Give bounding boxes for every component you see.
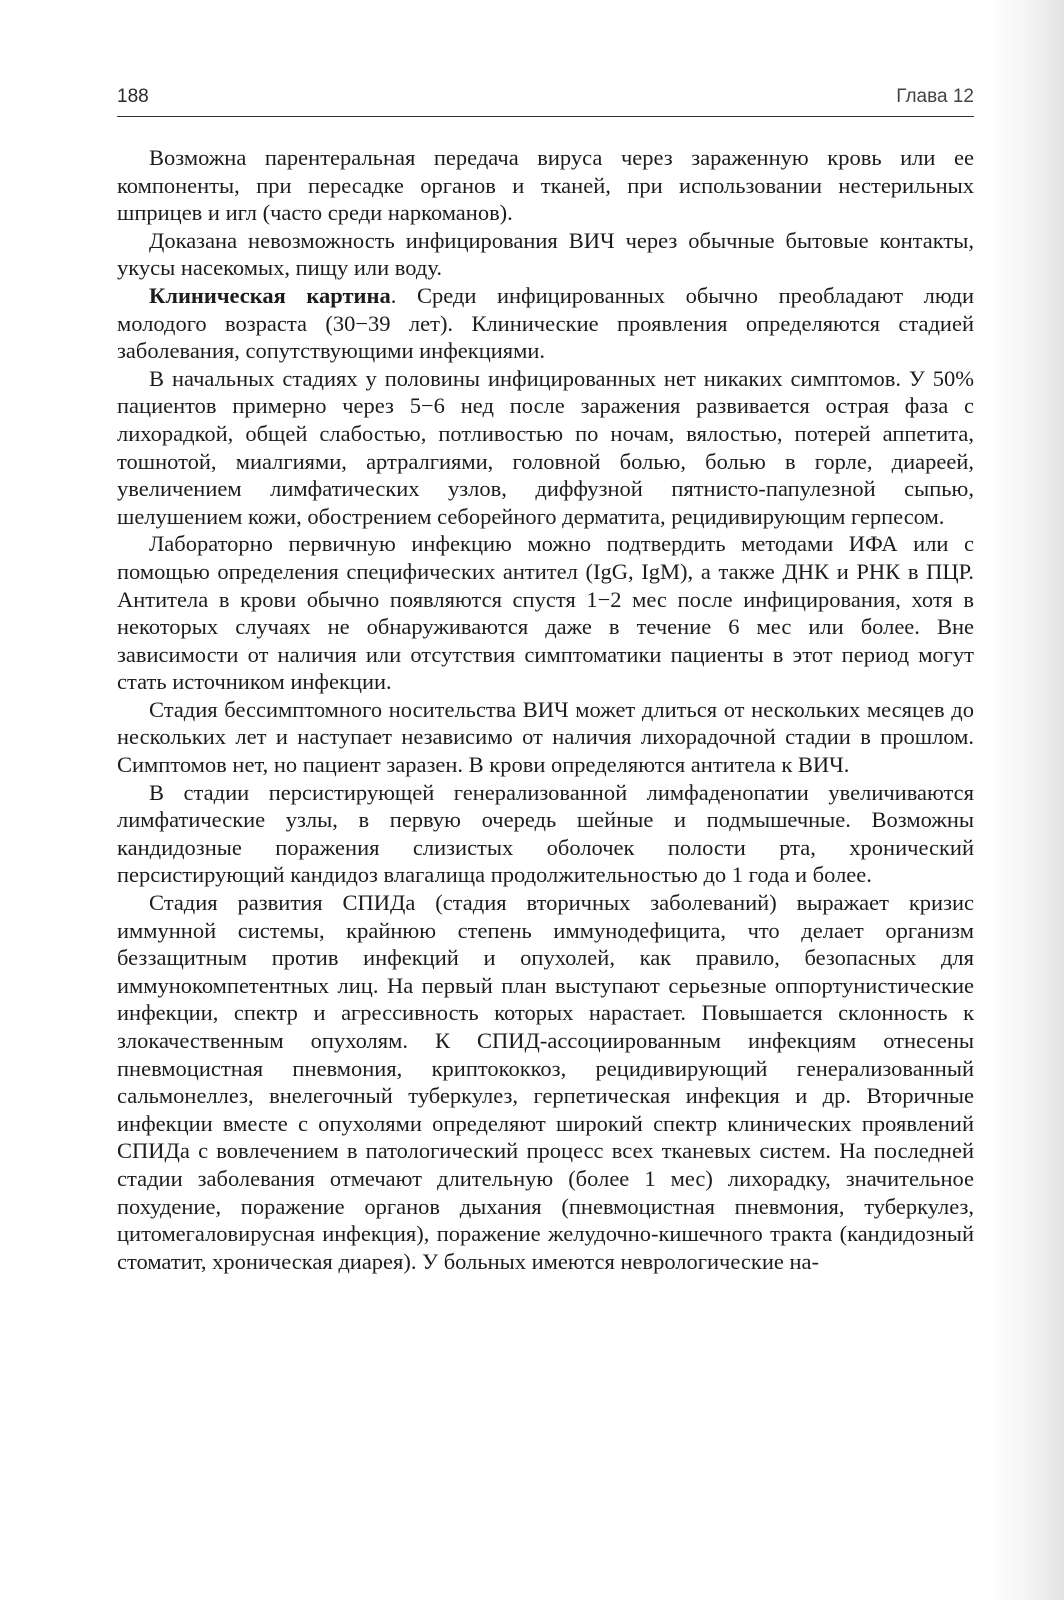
paragraph-text: . Среди инфицированных обычно преобладают люди молодого возраста (30−39 лет). Клинические проявления определяются стадией заболевания, сопутствующими инфекциями. [117, 282, 974, 364]
paragraph [117, 365, 974, 531]
paragraph-text: Лабораторно первичную инфекцию можно подтвердить методами ИФА или с помощью определения специфических антител (IgG, IgM), а также ДНК и РНК в ПЦР. Антитела в крови обычно появляются спустя 1−2 мес после инфицирования, хотя в некоторых случаях не обнаруживаются даже в течение 6 мес или более. Вне зависимости от наличия или отсутствия симптоматики пациенты в этот период могут стать источником инфекции. [117, 531, 974, 695]
page-number: 188 [117, 86, 149, 107]
chapter-title: Глава 12 [896, 86, 974, 107]
paragraph-text: В стадии персистирующей генерализованной лимфаденопатии увеличиваются лимфатические узлы, в первую очередь шейные и подмышечные. Возможны кандидозные поражения слизистых оболочек полости рта, хронический персистирующий кандидоз влагалища продолжительностью до 1 года и более. [117, 779, 974, 888]
run-in-heading: Клиническая картина [149, 282, 391, 308]
paragraph [117, 530, 974, 696]
paragraph [117, 227, 974, 282]
paragraph-text: Стадия развития СПИДа (стадия вторичных заболеваний) выражает кризис иммунной системы, крайнюю степень иммунодефицита, что делает организм беззащитным против инфекций и опухолей, как правило, безопасных для иммунокомпетентных лиц. На первый план выступают серьезные оппортунистические инфекции, спектр и агрессивность которых нарастает. Повышается склонность к злокачественным опухолям. К СПИД-ассоциированным инфекциям отнесены пневмоцистная пневмония, криптококкоз, рецидивирующий генерализованный сальмонеллез, внелегочный туберкулез, герпетическая инфекция и др. Вторичные инфекции вместе с опухолями определяют широкий спектр клинических проявлений СПИДа с вовлечением в патологический процесс всех тканевых систем. На последней стадии заболевания отмечают длительную (более 1 мес) лихорадку, значительное похудение, поражение органов дыхания (пневмоцистная пневмония, туберкулез, цитомегаловирусная инфекция), поражение желудочно-кишечного тракта (кандидозный стоматит, хроническая диарея). У больных имеются неврологические на- [117, 890, 974, 1274]
paragraph [117, 282, 974, 365]
paragraph [117, 889, 974, 1275]
paragraph-text: Доказана невозможность инфицирования ВИЧ через обычные бытовые контакты, укусы насекомых, пищу или воду. [117, 227, 974, 281]
paragraph [117, 779, 974, 889]
paragraph-text: В начальных стадиях у половины инфицированных нет никаких симптомов. У 50% пациентов примерно через 5−6 нед после заражения развивается острая фаза с лихорадкой, общей слабостью, потливостью по ночам, вялостью, потерей аппетита, тошнотой, миалгиями, артралгиями, головной болью, болью в горле, диареей, увеличением лимфатических узлов, диффузной пятнисто-папулезной сыпью, шелушением кожи, обострением себорейного дерматита, рецидивирующим герпесом. [117, 365, 974, 529]
paragraph [117, 696, 974, 779]
paragraph-text: Возможна парентеральная передача вируса через зараженную кровь или ее компоненты, при пересадке органов и тканей, при использовании нестерильных шприцев и игл (часто среди наркоманов). [117, 145, 974, 226]
paragraph-text: Стадия бессимптомного носительства ВИЧ может длиться от нескольких месяцев до нескольких лет и наступает независимо от наличия лихорадочной стадии в прошлом. Симптомов нет, но пациент заразен. В крови определяются антитела к ВИЧ. [117, 696, 974, 778]
body-text [117, 144, 974, 1275]
paragraph [117, 144, 974, 227]
running-header [117, 86, 974, 117]
page-edge-shadow [988, 0, 1064, 1600]
